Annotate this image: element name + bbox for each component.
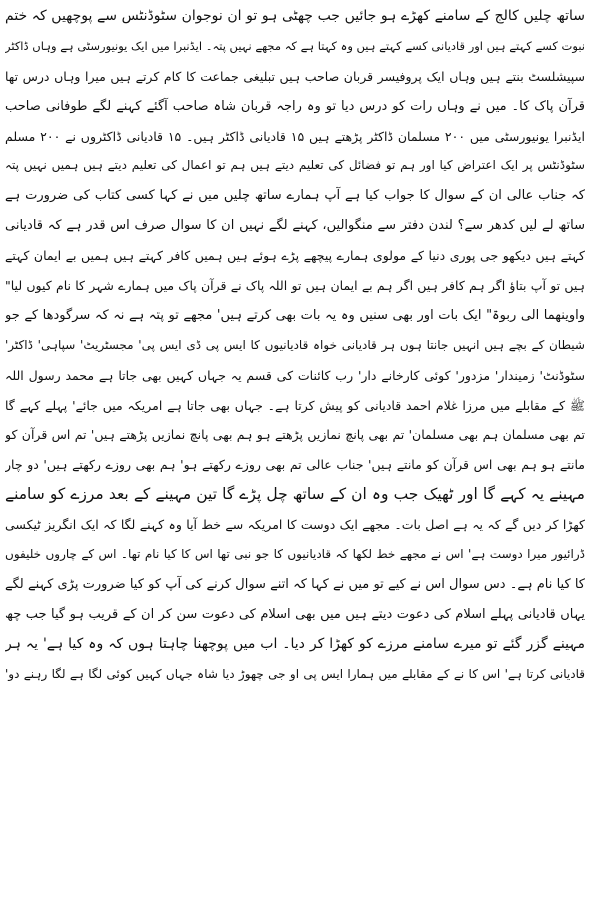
text-line: ساتھ چلیں کالج کے سامنے کھڑے ہو جائیں جب چھٹی ہو تو ان نوجوان سٹوڈنٹس سے پوچھیں کہ ختم (5, 8, 585, 24)
text-line: ساتھ لے لیں کدھر سے؟ لندن دفتر سے منگوالیں، کہنے لگے نہیں ان کا سوال صرف اس قدر ہے کہ قادیانی (5, 218, 585, 234)
text-line: مانتے ہو ہم بھی اس قرآن کو مانتے ہیں' جناب عالی تم بھی روزے رکھتے ہو' ہم بھی روزے رکھتے ہیں' دو چار (5, 457, 585, 473)
text-line: ہیں تو آپ بتاؤ اگر ہم کافر ہیں اگر ہم بے ایمان ہیں تو اللہ پاک نے قرآن پاک میں ہمارے شہر کا نام کیوں لیا" (5, 278, 585, 294)
text-line: کہتے ہیں دیکھو جی پوری دنیا کے مولوی ہمارے پیچھے پڑے ہوئے ہیں ہمیں کافر کہتے ہیں ہمیں بے ایمان کہتے (5, 248, 585, 264)
text-line: سٹوڈنٹس پر ایک اعتراض کیا اور ہم تو فضائل کی تعلیم دیتے ہیں ہم تو اعمال کی تعلیم دیتے ہیں ہمیں نہیں پتہ (5, 158, 585, 173)
text-line: واوینھما الی ربوۃ" ایک بات اور بھی سنیں وہ یہ بات بھی کرتے ہیں' مجھے تو پتہ ہے نہ کہ سرگودھا کے جو (5, 307, 585, 323)
text-line: یہاں قادیانی پہلے اسلام کی دعوت دیتے ہیں میں بھی اسلام کی دعوت سن کر ان کے قریب ہو گیا جب چھ (5, 606, 585, 622)
text-line: کا کیا نام ہے۔ دس سوال اس نے کیے تو میں نے کہا کہ اتنے سوال کرنے کی آپ کو کیا ضرورت پڑی کہنے لگے (5, 576, 585, 592)
text-line: قرآن پاک کا۔ میں نے وہاں رات کو درس دیا تو وہ راجہ قربان شاہ صاحب آگئے کہنے لگے طوفانی صاحب (5, 98, 585, 114)
text-line: کھڑا کر دیں گے کہ یہ ہے اصل بات۔ مجھے ایک دوست کا امریکہ سے خط آیا وہ کہنے لگا کہ ایک انگریز ٹیکسی (5, 517, 585, 533)
text-line: ﷺ کے مقابلے میں مرزا غلام احمد قادیانی کو پیش کرتا ہے۔ جہاں بھی جاتا ہے امریکہ میں جائے' پہلے کہے گا (5, 397, 585, 413)
text-line: سٹوڈنٹ' زمیندار' مزدور' کوئی کارخانے دار' رب کائنات کی قسم یہ جہاں کہیں بھی جاتا ہے محمد رسول اللہ (5, 367, 585, 383)
text-line: ایڈنبرا یونیورسٹی میں ۲۰۰ مسلمان ڈاکٹر پڑھتے ہیں ۱۵ قادیانی ڈاکٹر ہیں۔ ۱۵ قادیانی ڈاکٹروں نے ۲۰۰ مسلم (5, 128, 585, 144)
text-line: نبوت کسے کہتے ہیں اور قادیانی کسے کہتے ہیں وہ کہتا ہے کہ مجھے نہیں پتہ۔ ایڈنبرا میں ایک یونیورسٹی ہے وہاں ڈاکٹر (5, 38, 585, 53)
text-line: قادیانی کرتا ہے' اس کا نے کے مقابلے میں ہمارا ایس پی او جی چھوڑ دیا شاہ جہاں کہیں کوئی لگا ہے لگا رہنے دو' (5, 666, 585, 681)
text-line: کہ جناب عالی ان کے سوال کا جواب کیا ہے آپ ہمارے ساتھ چلیں میں نے کہا کسی کتاب کی ضرورت ہے (5, 188, 585, 204)
text-line: شیطان کے بچے ہیں انہیں جانتا ہوں ہر قادیانی خواہ قادیانیوں کا ایس پی ڈی ایس پی' مجسٹریٹ' سپاہی' ڈاکٹر' (5, 337, 585, 352)
text-line: ڈرائیور میرا دوست ہے' اس نے مجھے خط لکھا کہ قادیانیوں کا جو نبی تھا اس کا کیا نام تھا۔ اس کے چاروں خلیفوں (5, 547, 585, 562)
text-line: مہینے یہ کہے گا اور ٹھیک جب وہ ان کے ساتھ چل پڑے گا تین مہینے کے بعد مرزے کو سامنے (5, 485, 585, 504)
text-line: تم بھی مسلمان ہم بھی مسلمان' تم بھی پانچ نمازیں پڑھتے ہو ہم بھی پانچ نمازیں پڑھتے ہیں' تم اس قرآن کو (5, 427, 585, 443)
text-line: مہینے گزر گئے تو میرے سامنے مرزے کو کھڑا کر دیا۔ اب میں پوچھنا چاہتا ہوں کہ وہ کیا ہے' یہ ہر (5, 635, 585, 652)
text-line: سپیشلسٹ بنتے ہیں وہاں ایک پروفیسر قربان صاحب ہیں تبلیغی جماعت کا کام کرتے ہیں میرا وہاں درس تھا (5, 68, 585, 84)
